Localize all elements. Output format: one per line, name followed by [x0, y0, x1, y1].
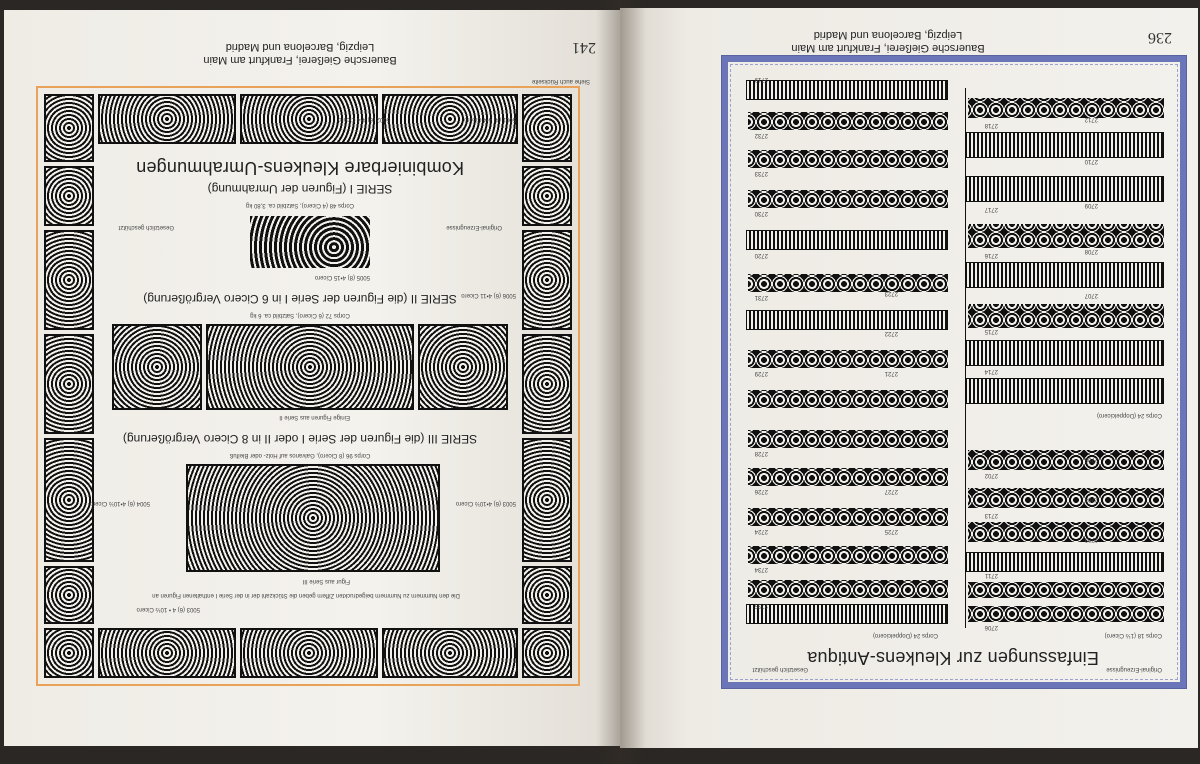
left-page-header — [160, 40, 440, 66]
code-label: 2728 — [754, 450, 768, 456]
code-label: 2731 — [754, 294, 768, 300]
border-row — [746, 80, 948, 100]
border-row — [748, 546, 948, 564]
left-top-note: Siehe auch Rückseite — [531, 78, 590, 84]
ornament-tile — [522, 166, 572, 226]
series2-sample-ornament — [112, 324, 202, 410]
code-label: 2719 — [754, 76, 768, 82]
code-label: 2720 — [754, 252, 768, 258]
ornament-tile — [44, 230, 94, 330]
series1-corps: Corps 48 (4 Cicero), Satzbild ca. 3,80 kg — [245, 202, 355, 208]
ornament-tile — [44, 166, 94, 226]
code-label: 2714 — [984, 368, 998, 374]
left-label-original: Original-Erzeugnisse — [446, 224, 502, 230]
series3-corps: Corps 96 (8 Cicero), Galvanos auf Holz- oder Bleifuß — [229, 452, 371, 458]
left-header-line2: Leipzig, Barcelona und Madrid — [225, 41, 375, 53]
ornament-tile — [44, 628, 94, 678]
right-page-title: Einfassungen zur Kleukens-Antiqua — [807, 648, 1099, 668]
border-row — [966, 552, 1164, 572]
border-row — [748, 274, 948, 292]
right-page-header — [748, 28, 1028, 54]
left-page-rotated-content — [4, 10, 620, 746]
corps-label: Corps 18 (1½ Cicero) — [1104, 632, 1162, 638]
border-row — [746, 230, 948, 250]
left-header-line1: Bauersche Gießerei, Frankfurt am Main — [203, 54, 397, 66]
right-label-original: Original-Erzeugnisse — [1106, 666, 1162, 672]
right-page-rotated-content — [620, 8, 1198, 748]
border-row — [748, 580, 948, 598]
border-row — [748, 430, 948, 448]
code-label: 2732 — [754, 132, 768, 138]
border-row — [968, 98, 1164, 118]
code-label: 2727 — [884, 488, 898, 494]
right-header-line2: Leipzig, Barcelona und Madrid — [813, 29, 963, 41]
code-label: 2733 — [754, 170, 768, 176]
code-label: 2710 — [1084, 158, 1098, 164]
ornament-tile — [522, 94, 572, 162]
ornament-tile — [98, 628, 236, 678]
ornament-tile — [44, 334, 94, 434]
left-page — [4, 10, 620, 746]
border-row — [968, 522, 1164, 542]
series3-sample-ornament — [186, 464, 440, 572]
border-row — [748, 390, 948, 408]
border-row — [968, 582, 1164, 598]
border-row — [968, 450, 1164, 470]
border-row — [748, 112, 948, 130]
series1-code: 5005 (8) 4•15 Cicero — [314, 274, 370, 280]
right-page-number: 236 — [1148, 29, 1172, 46]
left-label-protected: Gesetzlich geschützt — [118, 224, 174, 230]
border-row — [968, 224, 1164, 248]
left-code: 5001 (4) 4•4 Cicero — [464, 116, 516, 122]
code-label: 2722 — [884, 330, 898, 336]
code-label: 2715 — [984, 328, 998, 334]
code-label: 2721 — [884, 370, 898, 376]
ornament-tile — [382, 628, 518, 678]
right-header-line1: Bauersche Gießerei, Frankfurt am Main — [791, 42, 985, 54]
border-row — [968, 304, 1164, 328]
left-code: 5004 (6) 4•10½ Cicero — [89, 500, 150, 506]
border-row — [968, 488, 1164, 508]
ornament-tile — [522, 334, 572, 434]
code-label: 2705 — [1084, 456, 1098, 462]
ornament-tile — [44, 94, 94, 162]
border-row — [966, 176, 1164, 202]
border-row — [966, 378, 1164, 404]
code-label: 2723 — [884, 290, 898, 296]
left-code: 5003 (6) 4 • 10½ Cicero — [136, 606, 200, 612]
border-row — [966, 132, 1164, 158]
border-row — [748, 190, 948, 208]
series3-note: Figur aus Serie III — [302, 578, 350, 584]
code-label: 2735 — [754, 602, 768, 608]
code-label: 2717 — [984, 206, 998, 212]
series2-note: Einige Figuren aus Serie II — [279, 414, 350, 420]
code-label: 2718 — [984, 122, 998, 128]
ornament-tile — [522, 438, 572, 562]
border-row — [748, 350, 948, 368]
ornament-tile — [98, 94, 236, 144]
right-page — [620, 8, 1198, 748]
code-label: 2726 — [754, 488, 768, 494]
series3-title: SERIE III (die Figuren der Serie I oder II in 8 Cicero Vergrößerung) — [122, 432, 478, 446]
code-label: 2702 — [984, 472, 998, 478]
border-row — [748, 468, 948, 486]
ornament-tile — [44, 566, 94, 624]
corps-label: Corps 24 (Doppelcicero) — [1096, 412, 1162, 418]
code-label: 2716 — [984, 252, 998, 258]
border-row — [746, 604, 948, 624]
border-row — [748, 150, 948, 168]
code-label: 2712 — [1084, 116, 1098, 122]
code-label: 2708 — [1084, 248, 1098, 254]
border-row — [748, 508, 948, 526]
code-label: 2730 — [754, 210, 768, 216]
left-page-title: Kombinierbare Kleukens-Umrahmungen — [136, 158, 464, 178]
code-label: 2734 — [754, 566, 768, 572]
series2-sample-ornament — [418, 324, 508, 410]
border-row — [968, 606, 1164, 622]
border-row — [966, 262, 1164, 288]
right-label-protected: Gesetzlich geschützt — [752, 666, 808, 672]
series1-sample-ornament — [250, 216, 370, 268]
code-label: 2724 — [754, 528, 768, 534]
left-page-number: 241 — [572, 39, 596, 56]
code-label: 2713 — [984, 512, 998, 518]
border-row — [746, 310, 948, 330]
code-label: 2725 — [884, 528, 898, 534]
code-label: 2709 — [1084, 202, 1098, 208]
left-code: 5002 (6) 4•4 Cicero — [338, 116, 390, 122]
ornament-tile — [522, 230, 572, 330]
code-label: 2707 — [1084, 292, 1098, 298]
ornament-tile — [522, 628, 572, 678]
ornament-tile — [522, 566, 572, 624]
code-label: 2729 — [754, 370, 768, 376]
code-label: 2703 — [1084, 536, 1098, 542]
code-label: 2706 — [984, 624, 998, 630]
ornament-tile — [240, 628, 378, 678]
ornament-tile — [44, 438, 94, 562]
series2-sample-ornament — [206, 324, 414, 410]
left-code: 5006 (6) 4•11 Cicero — [461, 292, 516, 298]
series2-title: SERIE II (die Figuren der Serie I in 6 Cicero Vergrößerung) — [143, 292, 457, 306]
code-label: 2711 — [985, 572, 998, 578]
series2-corps: Corps 72 (6 Cicero), Satzbild ca. 6 kg — [250, 312, 350, 318]
left-footer-note: Die den Nummern zu Nummern beigedruckten Ziffern geben die Stückzahl der in der Serie I enthaltenen Figuren an — [152, 592, 460, 598]
left-code: 5003 (6) 4•10½ Cicero — [455, 500, 516, 506]
code-label: 2704 — [1084, 496, 1098, 502]
corps-label: Corps 24 (Doppelcicero) — [872, 632, 938, 638]
series1-title: SERIE I (Figuren der Umrahmung) — [207, 182, 393, 196]
border-row — [966, 340, 1164, 366]
